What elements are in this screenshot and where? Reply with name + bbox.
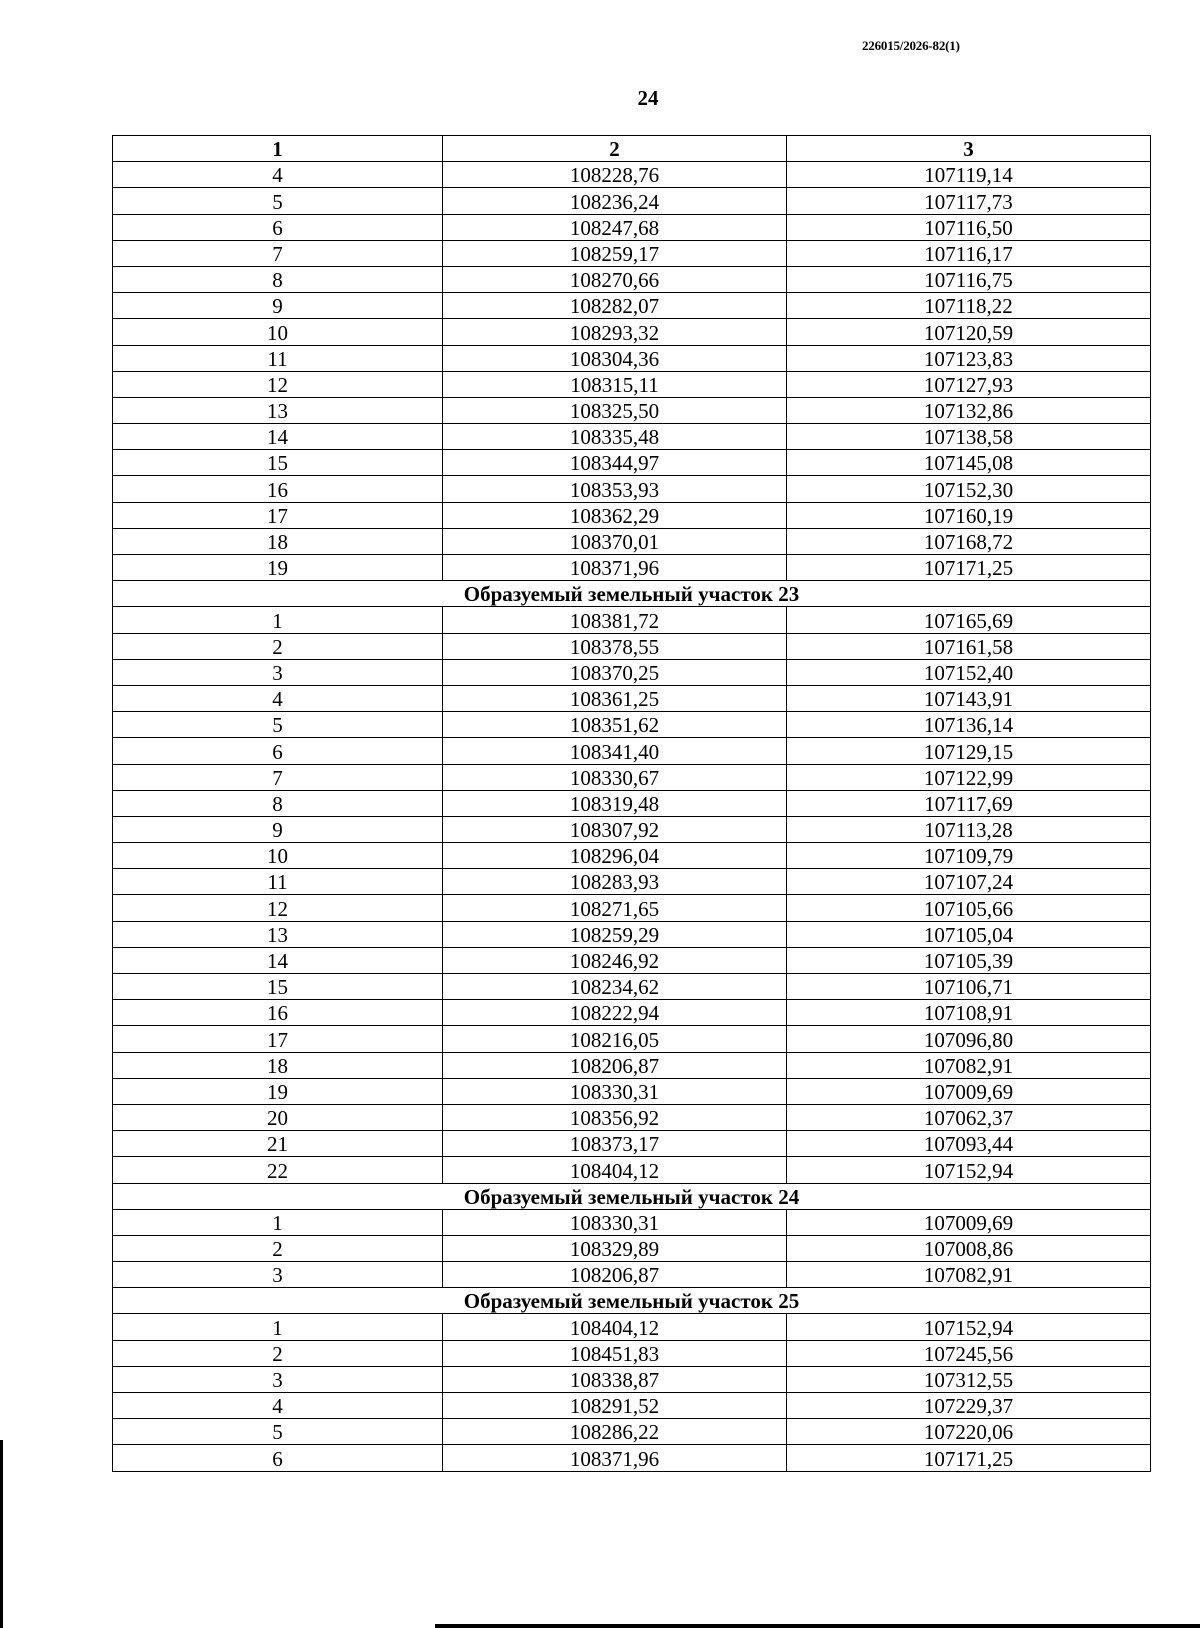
point-number-cell: 4 — [113, 162, 443, 188]
x-coordinate-cell: 108307,92 — [443, 816, 787, 842]
table-row — [113, 1262, 1151, 1288]
y-coordinate-cell: 107082,91 — [787, 1052, 1151, 1078]
table-row — [113, 1104, 1151, 1130]
table-row — [113, 1419, 1151, 1445]
section-title: Образуемый земельный участок 25 — [113, 1288, 1151, 1314]
table-row — [113, 790, 1151, 816]
table-row — [113, 633, 1151, 659]
x-coordinate-cell: 108351,62 — [443, 712, 787, 738]
point-number-cell: 2 — [113, 1340, 443, 1366]
y-coordinate-cell: 107118,22 — [787, 293, 1151, 319]
y-coordinate-cell: 107136,14 — [787, 712, 1151, 738]
point-number-cell: 17 — [113, 1026, 443, 1052]
column-header-1: 1 — [113, 136, 443, 162]
x-coordinate-cell: 108304,36 — [443, 345, 787, 371]
x-coordinate-cell: 108296,04 — [443, 843, 787, 869]
table-row — [113, 476, 1151, 502]
x-coordinate-cell: 108270,66 — [443, 266, 787, 292]
y-coordinate-cell: 107116,17 — [787, 240, 1151, 266]
point-number-cell: 5 — [113, 188, 443, 214]
table-row — [113, 1131, 1151, 1157]
table-row — [113, 1078, 1151, 1104]
y-coordinate-cell: 107062,37 — [787, 1104, 1151, 1130]
point-number-cell: 15 — [113, 450, 443, 476]
point-number-cell: 10 — [113, 843, 443, 869]
column-header-3: 3 — [787, 136, 1151, 162]
x-coordinate-cell: 108206,87 — [443, 1052, 787, 1078]
y-coordinate-cell: 107127,93 — [787, 371, 1151, 397]
table-row — [113, 424, 1151, 450]
y-coordinate-cell: 107138,58 — [787, 424, 1151, 450]
x-coordinate-cell: 108370,25 — [443, 659, 787, 685]
table-row — [113, 371, 1151, 397]
scan-edge-mark — [0, 1440, 3, 1628]
point-number-cell: 21 — [113, 1131, 443, 1157]
point-number-cell: 13 — [113, 921, 443, 947]
point-number-cell: 8 — [113, 790, 443, 816]
y-coordinate-cell: 107143,91 — [787, 685, 1151, 711]
table-row — [113, 685, 1151, 711]
point-number-cell: 22 — [113, 1157, 443, 1183]
x-coordinate-cell: 108222,94 — [443, 1000, 787, 1026]
x-coordinate-cell: 108236,24 — [443, 188, 787, 214]
table-row — [113, 1026, 1151, 1052]
point-number-cell: 6 — [113, 738, 443, 764]
point-number-cell: 17 — [113, 502, 443, 528]
table-body — [113, 162, 1151, 1471]
table-row — [113, 319, 1151, 345]
y-coordinate-cell: 107117,73 — [787, 188, 1151, 214]
point-number-cell: 5 — [113, 712, 443, 738]
point-number-cell: 9 — [113, 816, 443, 842]
y-coordinate-cell: 107145,08 — [787, 450, 1151, 476]
point-number-cell: 9 — [113, 293, 443, 319]
table-row — [113, 188, 1151, 214]
x-coordinate-cell: 108353,93 — [443, 476, 787, 502]
point-number-cell: 4 — [113, 685, 443, 711]
scan-bottom-bar — [435, 1624, 1200, 1628]
section-row — [113, 1288, 1151, 1314]
y-coordinate-cell: 107120,59 — [787, 319, 1151, 345]
table-row — [113, 1340, 1151, 1366]
table-header-row — [113, 136, 1151, 162]
table-row — [113, 397, 1151, 423]
coordinates-table — [112, 135, 1151, 1472]
x-coordinate-cell: 108228,76 — [443, 162, 787, 188]
y-coordinate-cell: 107132,86 — [787, 397, 1151, 423]
y-coordinate-cell: 107123,83 — [787, 345, 1151, 371]
point-number-cell: 19 — [113, 555, 443, 581]
point-number-cell: 10 — [113, 319, 443, 345]
y-coordinate-cell: 107165,69 — [787, 607, 1151, 633]
point-number-cell: 3 — [113, 1262, 443, 1288]
point-number-cell: 18 — [113, 528, 443, 554]
x-coordinate-cell: 108259,17 — [443, 240, 787, 266]
table-row — [113, 293, 1151, 319]
x-coordinate-cell: 108330,31 — [443, 1209, 787, 1235]
x-coordinate-cell: 108246,92 — [443, 947, 787, 973]
y-coordinate-cell: 107245,56 — [787, 1340, 1151, 1366]
y-coordinate-cell: 107116,50 — [787, 214, 1151, 240]
y-coordinate-cell: 107171,25 — [787, 555, 1151, 581]
x-coordinate-cell: 108259,29 — [443, 921, 787, 947]
x-coordinate-cell: 108341,40 — [443, 738, 787, 764]
y-coordinate-cell: 107009,69 — [787, 1209, 1151, 1235]
x-coordinate-cell: 108378,55 — [443, 633, 787, 659]
x-coordinate-cell: 108283,93 — [443, 869, 787, 895]
y-coordinate-cell: 107152,94 — [787, 1314, 1151, 1340]
x-coordinate-cell: 108234,62 — [443, 974, 787, 1000]
y-coordinate-cell: 107082,91 — [787, 1262, 1151, 1288]
table-row — [113, 345, 1151, 371]
table-row — [113, 1000, 1151, 1026]
y-coordinate-cell: 107105,39 — [787, 947, 1151, 973]
y-coordinate-cell: 107117,69 — [787, 790, 1151, 816]
y-coordinate-cell: 107113,28 — [787, 816, 1151, 842]
y-coordinate-cell: 107105,66 — [787, 895, 1151, 921]
table-row — [113, 895, 1151, 921]
x-coordinate-cell: 108344,97 — [443, 450, 787, 476]
x-coordinate-cell: 108404,12 — [443, 1314, 787, 1340]
point-number-cell: 7 — [113, 764, 443, 790]
point-number-cell: 15 — [113, 974, 443, 1000]
x-coordinate-cell: 108325,50 — [443, 397, 787, 423]
y-coordinate-cell: 107122,99 — [787, 764, 1151, 790]
x-coordinate-cell: 108247,68 — [443, 214, 787, 240]
table-row — [113, 816, 1151, 842]
point-number-cell: 16 — [113, 476, 443, 502]
section-row — [113, 581, 1151, 607]
point-number-cell: 20 — [113, 1104, 443, 1130]
table-row — [113, 659, 1151, 685]
table-row — [113, 1445, 1151, 1471]
x-coordinate-cell: 108330,67 — [443, 764, 787, 790]
x-coordinate-cell: 108330,31 — [443, 1078, 787, 1104]
x-coordinate-cell: 108206,87 — [443, 1262, 787, 1288]
y-coordinate-cell: 107152,40 — [787, 659, 1151, 685]
x-coordinate-cell: 108362,29 — [443, 502, 787, 528]
point-number-cell: 6 — [113, 214, 443, 240]
table-row — [113, 869, 1151, 895]
table-row — [113, 528, 1151, 554]
point-number-cell: 3 — [113, 1366, 443, 1392]
point-number-cell: 1 — [113, 607, 443, 633]
table-row — [113, 1366, 1151, 1392]
y-coordinate-cell: 107116,75 — [787, 266, 1151, 292]
table-row — [113, 712, 1151, 738]
table-row — [113, 162, 1151, 188]
table-row — [113, 240, 1151, 266]
table-row — [113, 843, 1151, 869]
table-row — [113, 1314, 1151, 1340]
table-row — [113, 502, 1151, 528]
y-coordinate-cell: 107229,37 — [787, 1393, 1151, 1419]
y-coordinate-cell: 107109,79 — [787, 843, 1151, 869]
y-coordinate-cell: 107108,91 — [787, 1000, 1151, 1026]
point-number-cell: 4 — [113, 1393, 443, 1419]
y-coordinate-cell: 107107,24 — [787, 869, 1151, 895]
table-row — [113, 450, 1151, 476]
x-coordinate-cell: 108329,89 — [443, 1235, 787, 1261]
y-coordinate-cell: 107152,94 — [787, 1157, 1151, 1183]
x-coordinate-cell: 108286,22 — [443, 1419, 787, 1445]
y-coordinate-cell: 107168,72 — [787, 528, 1151, 554]
section-row — [113, 1183, 1151, 1209]
y-coordinate-cell: 107171,25 — [787, 1445, 1151, 1471]
table-row — [113, 764, 1151, 790]
page-number: 24 — [637, 86, 659, 110]
section-title: Образуемый земельный участок 23 — [113, 581, 1151, 607]
x-coordinate-cell: 108356,92 — [443, 1104, 787, 1130]
point-number-cell: 12 — [113, 895, 443, 921]
x-coordinate-cell: 108381,72 — [443, 607, 787, 633]
x-coordinate-cell: 108361,25 — [443, 685, 787, 711]
y-coordinate-cell: 107093,44 — [787, 1131, 1151, 1157]
table-row — [113, 738, 1151, 764]
point-number-cell: 18 — [113, 1052, 443, 1078]
y-coordinate-cell: 107105,04 — [787, 921, 1151, 947]
point-number-cell: 1 — [113, 1209, 443, 1235]
x-coordinate-cell: 108371,96 — [443, 555, 787, 581]
y-coordinate-cell: 107129,15 — [787, 738, 1151, 764]
table-row — [113, 1157, 1151, 1183]
point-number-cell: 14 — [113, 947, 443, 973]
x-coordinate-cell: 108282,07 — [443, 293, 787, 319]
y-coordinate-cell: 107096,80 — [787, 1026, 1151, 1052]
table-row — [113, 921, 1151, 947]
table-row — [113, 974, 1151, 1000]
y-coordinate-cell: 107220,06 — [787, 1419, 1151, 1445]
point-number-cell: 19 — [113, 1078, 443, 1104]
table-row — [113, 1052, 1151, 1078]
x-coordinate-cell: 108451,83 — [443, 1340, 787, 1366]
table-row — [113, 947, 1151, 973]
point-number-cell: 11 — [113, 345, 443, 371]
point-number-cell: 7 — [113, 240, 443, 266]
x-coordinate-cell: 108216,05 — [443, 1026, 787, 1052]
x-coordinate-cell: 108335,48 — [443, 424, 787, 450]
table-row — [113, 214, 1151, 240]
y-coordinate-cell: 107152,30 — [787, 476, 1151, 502]
table-row — [113, 266, 1151, 292]
x-coordinate-cell: 108404,12 — [443, 1157, 787, 1183]
table-row — [113, 607, 1151, 633]
y-coordinate-cell: 107009,69 — [787, 1078, 1151, 1104]
point-number-cell: 16 — [113, 1000, 443, 1026]
table-row — [113, 1235, 1151, 1261]
y-coordinate-cell: 107160,19 — [787, 502, 1151, 528]
y-coordinate-cell: 107119,14 — [787, 162, 1151, 188]
point-number-cell: 12 — [113, 371, 443, 397]
point-number-cell: 8 — [113, 266, 443, 292]
x-coordinate-cell: 108370,01 — [443, 528, 787, 554]
point-number-cell: 2 — [113, 633, 443, 659]
x-coordinate-cell: 108291,52 — [443, 1393, 787, 1419]
section-title: Образуемый земельный участок 24 — [113, 1183, 1151, 1209]
column-header-2: 2 — [443, 136, 787, 162]
y-coordinate-cell: 107008,86 — [787, 1235, 1151, 1261]
table-row — [113, 1393, 1151, 1419]
x-coordinate-cell: 108315,11 — [443, 371, 787, 397]
point-number-cell: 1 — [113, 1314, 443, 1340]
x-coordinate-cell: 108293,32 — [443, 319, 787, 345]
document-registration-number: 226015/2026-82(1) — [862, 38, 960, 53]
x-coordinate-cell: 108371,96 — [443, 1445, 787, 1471]
point-number-cell: 5 — [113, 1419, 443, 1445]
y-coordinate-cell: 107106,71 — [787, 974, 1151, 1000]
point-number-cell: 11 — [113, 869, 443, 895]
x-coordinate-cell: 108373,17 — [443, 1131, 787, 1157]
y-coordinate-cell: 107161,58 — [787, 633, 1151, 659]
x-coordinate-cell: 108271,65 — [443, 895, 787, 921]
y-coordinate-cell: 107312,55 — [787, 1366, 1151, 1392]
point-number-cell: 13 — [113, 397, 443, 423]
point-number-cell: 3 — [113, 659, 443, 685]
table-header — [113, 136, 1151, 162]
x-coordinate-cell: 108338,87 — [443, 1366, 787, 1392]
point-number-cell: 6 — [113, 1445, 443, 1471]
x-coordinate-cell: 108319,48 — [443, 790, 787, 816]
table-row — [113, 1209, 1151, 1235]
table-row — [113, 555, 1151, 581]
point-number-cell: 2 — [113, 1235, 443, 1261]
point-number-cell: 14 — [113, 424, 443, 450]
